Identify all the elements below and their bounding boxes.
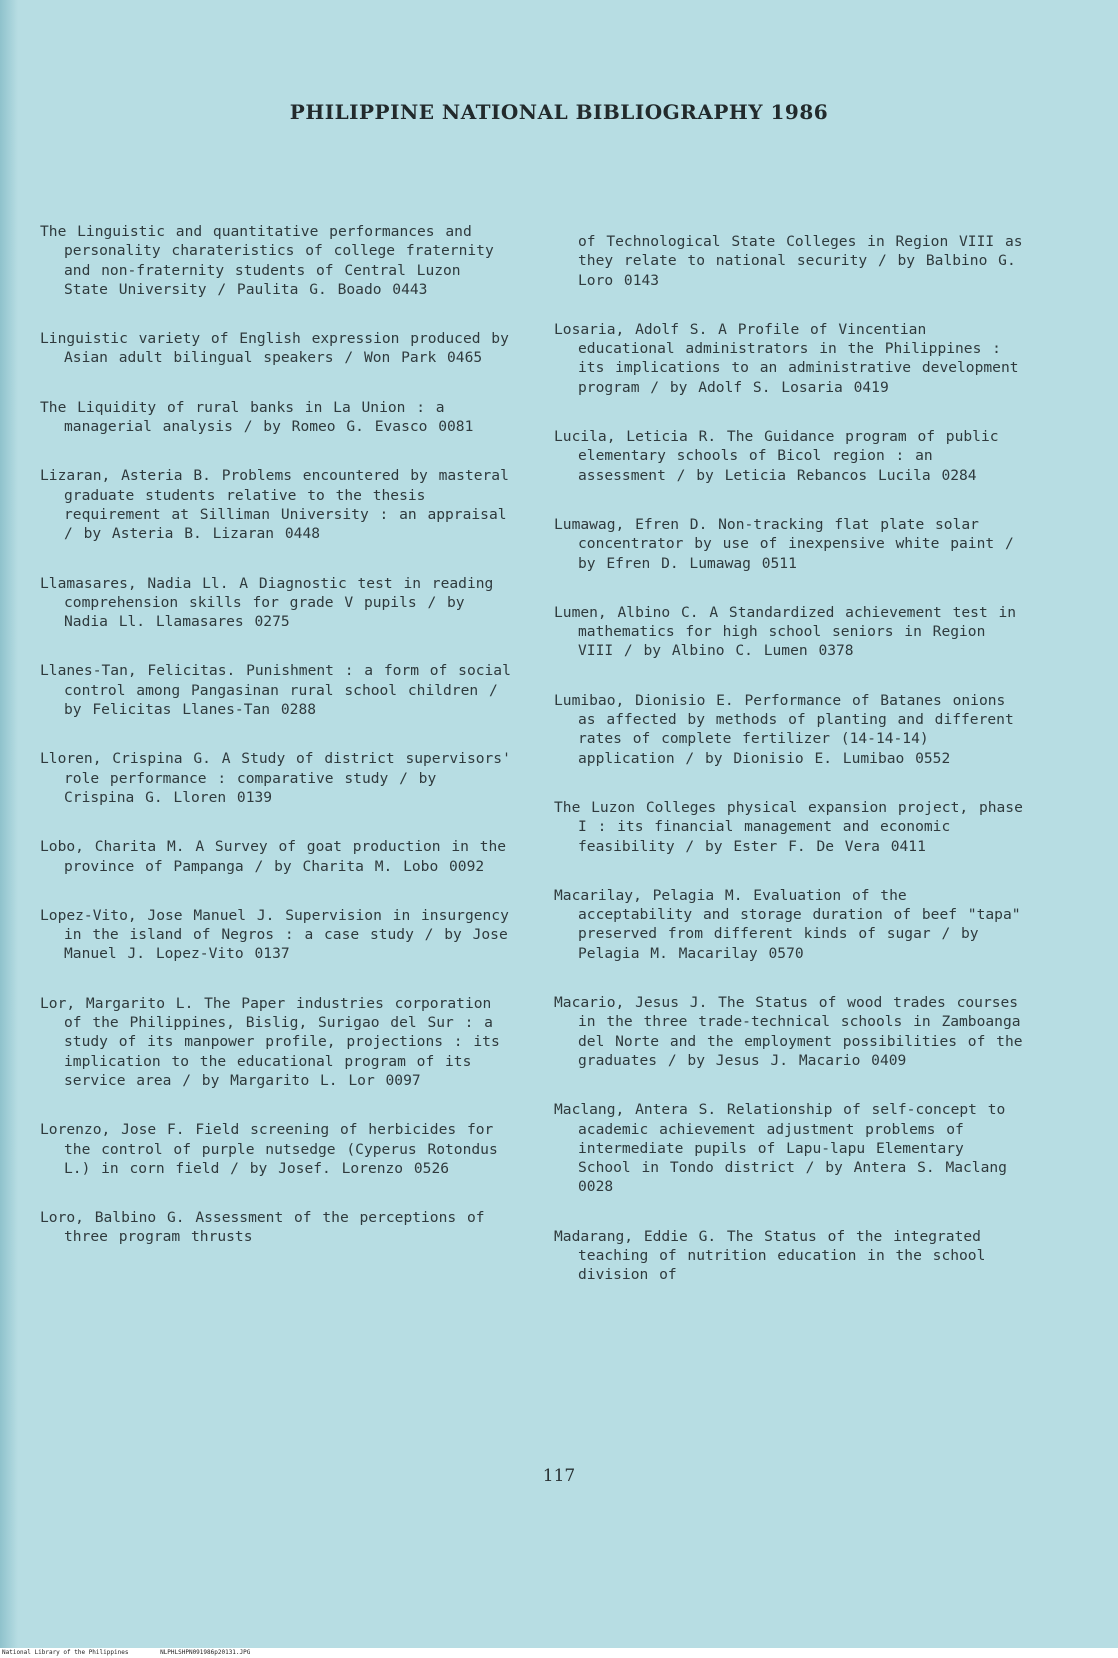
bibliography-entry: The Liquidity of rural banks in La Union : a managerial analysis / by Romeo G. Evasco 0081: [40, 398, 474, 436]
bibliography-entry: Lor, Margarito L. The Paper industries corporation of the Philippines, Bislig, Surigao del Sur : a study of its manpower profile, projections : its implication to the educational program of its service area / by Margarito L. Lor 0097: [40, 994, 500, 1089]
footer-file-name: NLPHLSHPN091986p20131.JPG: [160, 1649, 251, 1656]
bibliography-entry: Lorenzo, Jose F. Field screening of herbicides for the control of purple nutsedge (Cyperus Rotondus L.) in corn field / by Josef. Lorenzo 0526: [40, 1121, 498, 1177]
scan-footer: [0, 1648, 1118, 1658]
bibliography-entry: Lumen, Albino C. A Standardized achievement test in mathematics for high school seniors in Region VIII / by Albino C. Lumen 0378: [554, 603, 1017, 660]
bibliography-entry: Lobo, Charita M. A Survey of goat production in the province of Pampanga / by Charita M. Lobo 0092: [40, 838, 507, 875]
bibliography-entry: The Luzon Colleges physical expansion project, phase I : its financial management and economic feasibility / by Ester F. De Vera 0411: [554, 798, 1023, 855]
bibliography-entry: Llamasares, Nadia Ll. A Diagnostic test in reading comprehension skills for grade V pupils / by Nadia Ll. Llamasares 0275: [40, 574, 494, 631]
bibliography-entry: Lizaran, Asteria B. Problems encountered by masteral graduate students relative to the thesis requirement at Silliman University : an appraisal / by Asteria B. Lizaran 0448: [40, 467, 509, 543]
bibliography-entry: Lloren, Crispina G. A Study of district supervisors' role performance : comparative study / by Crispina G. Lloren 0139: [40, 750, 511, 806]
bibliography-entry: Linguistic variety of English expression produced by Asian adult bilingual speakers / Won Park 0465: [40, 330, 509, 367]
bibliography-entry: Losaria, Adolf S. A Profile of Vincentian educational administrators in the Philippines : its implications to an administrative development program / by Adolf S. Losaria 0419: [554, 320, 1019, 396]
bibliography-entry: Lucila, Leticia R. The Guidance program of public elementary schools of Bicol region : an assessment / by Leticia Rebancos Lucila 0284: [554, 428, 999, 484]
bibliography-entry: Madarang, Eddie G. The Status of the integrated teaching of nutrition education in the school division of: [554, 1227, 986, 1284]
left-column: [40, 222, 515, 1277]
page-title: PHILIPPINE NATIONAL BIBLIOGRAPHY 1986: [289, 100, 829, 124]
bibliography-entry: Maclang, Antera S. Relationship of self-concept to academic achievement adjustment problems of intermediate pupils of Lapu-lapu Elementary School in Tondo district / by Antera S. Maclang 0028: [554, 1101, 1007, 1196]
page-number: 117: [542, 1466, 576, 1486]
bibliography-entry: Macarilay, Pelagia M. Evaluation of the acceptability and storage duration of beef "tapa" preserved from different kinds of sugar / by Pelagia M. Macarilay 0570: [554, 886, 1021, 962]
bibliography-entry: Loro, Balbino G. Assessment of the perceptions of three program thrusts: [40, 1209, 485, 1246]
bibliography-entry: Lopez-Vito, Jose Manuel J. Supervision in insurgency in the island of Negros : a case study / by Jose Manuel J. Lopez-Vito 0137: [40, 906, 509, 963]
right-column: [554, 232, 1024, 1315]
bibliography-entry: Lumawag, Efren D. Non-tracking flat plate solar concentrator by use of inexpensive white paint / by Efren D. Lumawag 0511: [554, 515, 1014, 572]
binding-edge-shadow: [0, 0, 18, 1648]
bibliography-entry: The Linguistic and quantitative performances and personality charateristics of college fraternity and non-fraternity students of Central Luzon State University / Paulita G. Boado 0443: [40, 223, 494, 298]
footer-library: National Library of the Philippines: [2, 1649, 129, 1656]
entry-continuation: of Technological State Colleges in Region VIII as they relate to national security / by Balbino G. Loro 0143: [578, 233, 1023, 289]
bibliography-entry: Llanes-Tan, Felicitas. Punishment : a form of social control among Pangasinan rural school children / by Felicitas Llanes-Tan 0288: [40, 662, 511, 719]
bibliography-entry: Macario, Jesus J. The Status of wood trades courses in the three trade-technical schools in Zamboanga del Norte and the employment possibilities of the graduates / by Jesus J. Macario 0409: [554, 994, 1023, 1069]
bibliography-entry: Lumibao, Dionisio E. Performance of Batanes onions as affected by methods of planting and different rates of complete fertilizer (14-14-14) application / by Dionisio E. Lumibao 0552: [554, 691, 1014, 767]
